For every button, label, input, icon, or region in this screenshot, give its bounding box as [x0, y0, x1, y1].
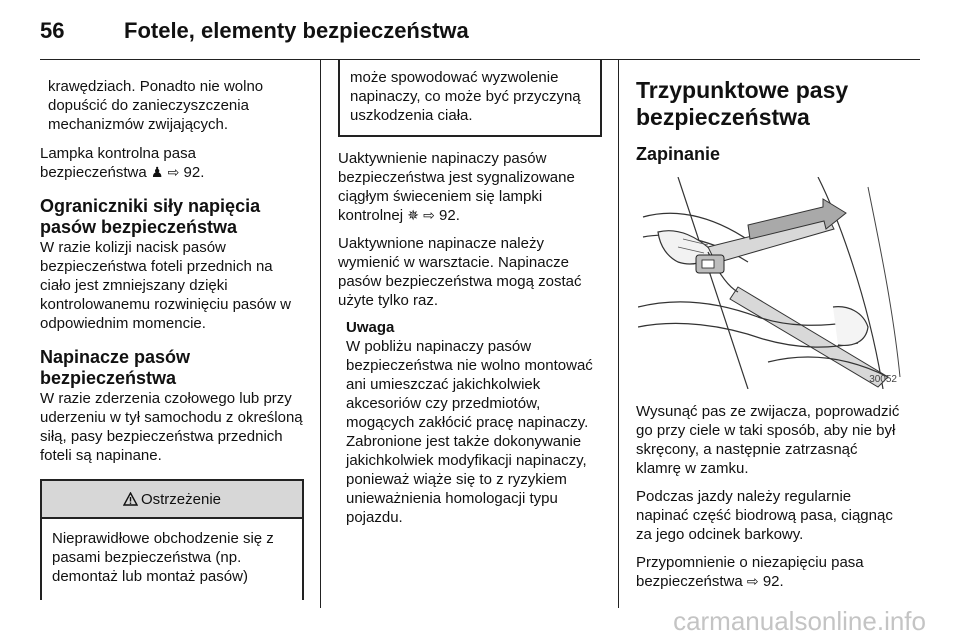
note-text: W pobliżu napinaczy pasów bezpieczeństwa nie wolno montować ani umieszczać jakichkolwiek akcesoriów czy przedmiotów, mogących zakłócić pracę napinaczy. Zabronione jest także dokonywanie jakichkolwiek modyfikacji napinaczy, ponieważ wiąże się to z ryzykiem unieważnienia homologacji typu pojazdu.: [346, 338, 593, 526]
page-ref-arrow-icon: ⇨: [423, 207, 435, 223]
warning-header: [42, 481, 302, 519]
page-ref-arrow-icon: ⇨: [746, 573, 759, 589]
seatbelt-illustration: [638, 177, 901, 389]
limiters-text: W razie kolizji nacisk pasów bezpieczeństwa foteli przednich na ciało jest zmniejszany dzięki kontrolowanemu rozwinięciu pasów w odpowiednim momencie.: [40, 239, 291, 332]
tensioners-text: W razie zderzenia czołowego lub przy uderzeniu w tył samochodu z określoną siłą, pasy bezpieczeństwa przednich foteli są napinane.: [40, 390, 303, 464]
warning-title: Ostrzeżenie: [140, 490, 222, 508]
warning-text: Nieprawidłowe obchodzenie się z pasami bezpieczeństwa (np. demontaż lub montaż pasów): [52, 530, 274, 585]
section-heading-tensioners: Napinacze pasów bezpieczeństwa: [40, 347, 191, 388]
warning-box-continued: [338, 60, 602, 137]
seatbelt-person-icon: ♟: [150, 164, 164, 180]
watermark: carmanualsonline.info: [673, 606, 926, 636]
reminder-paragraph: [636, 553, 900, 591]
tensioner-activation-paragraph: [338, 149, 602, 225]
reminder-text: Przypomnienie o niezapięciu pasa bezpieczeństwa: [636, 554, 864, 590]
section-heading-limiters: Ograniczniki siły napięcia pasów bezpieczeństwa: [40, 196, 261, 237]
subsection-heading-buckling: Zapinanie: [636, 144, 721, 164]
column-2: [338, 60, 602, 527]
warning-triangle-icon: [123, 492, 138, 506]
lamp-page-ref[interactable]: 92.: [183, 164, 205, 181]
note-title: Uwaga: [346, 319, 395, 336]
page-title: Fotele, elementy bezpieczeństwa: [124, 18, 469, 43]
column-1: [40, 60, 304, 600]
warning-body: [42, 519, 302, 600]
warning-box: [40, 479, 304, 600]
note-block: [338, 318, 602, 527]
column-3: [636, 60, 900, 591]
lamp-paragraph: [40, 144, 304, 182]
continued-text: krawędziach. Ponadto nie wolno dopuścić do zanieczyszczenia mechanizmów zwijających.: [48, 78, 264, 133]
page-number: 56: [40, 18, 65, 43]
page-ref-arrow-icon: ⇨: [167, 164, 180, 180]
column-divider: [618, 60, 619, 608]
column-divider: [320, 60, 321, 608]
tensioner-page-ref[interactable]: 92.: [439, 207, 460, 224]
section-heading-three-point-belts: Trzypunktowe pasy bezpieczeństwa: [636, 77, 849, 130]
figure-number: 30052: [869, 374, 897, 385]
reminder-page-ref[interactable]: 92.: [762, 573, 784, 590]
tensioner-replacement-text: Uaktywnione napinacze należy wymienić w warsztacie. Napinacze pasów bezpieczeństwa mogą zostać użyte tylko raz.: [338, 235, 582, 309]
airbag-tensioner-icon: ✵: [407, 207, 419, 223]
warning-continued-text: może spowodować wyzwolenie napinaczy, co może być przyczyną uszkodzenia ciała.: [350, 69, 581, 124]
lamp-text: Lampka kontrolna pasa bezpieczeństwa: [40, 145, 196, 181]
lap-belt-tension-text: Podczas jazdy należy regularnie napinać część biodrową pasa, ciągnąc za jego odcinek barkowy.: [636, 488, 893, 543]
buckling-instructions: Wysunąć pas ze zwijacza, poprowadzić go przy ciele w taki sposób, aby nie był skręcony, a następnie zatrzasnąć klamrę w zamku.: [636, 403, 900, 477]
tensioner-activation-text: Uaktywnienie napinaczy pasów bezpieczeństwa jest sygnalizowane ciągłym świeceniem się lampki kontrolnej: [338, 150, 575, 224]
buckling-illustration-image: [638, 177, 901, 389]
